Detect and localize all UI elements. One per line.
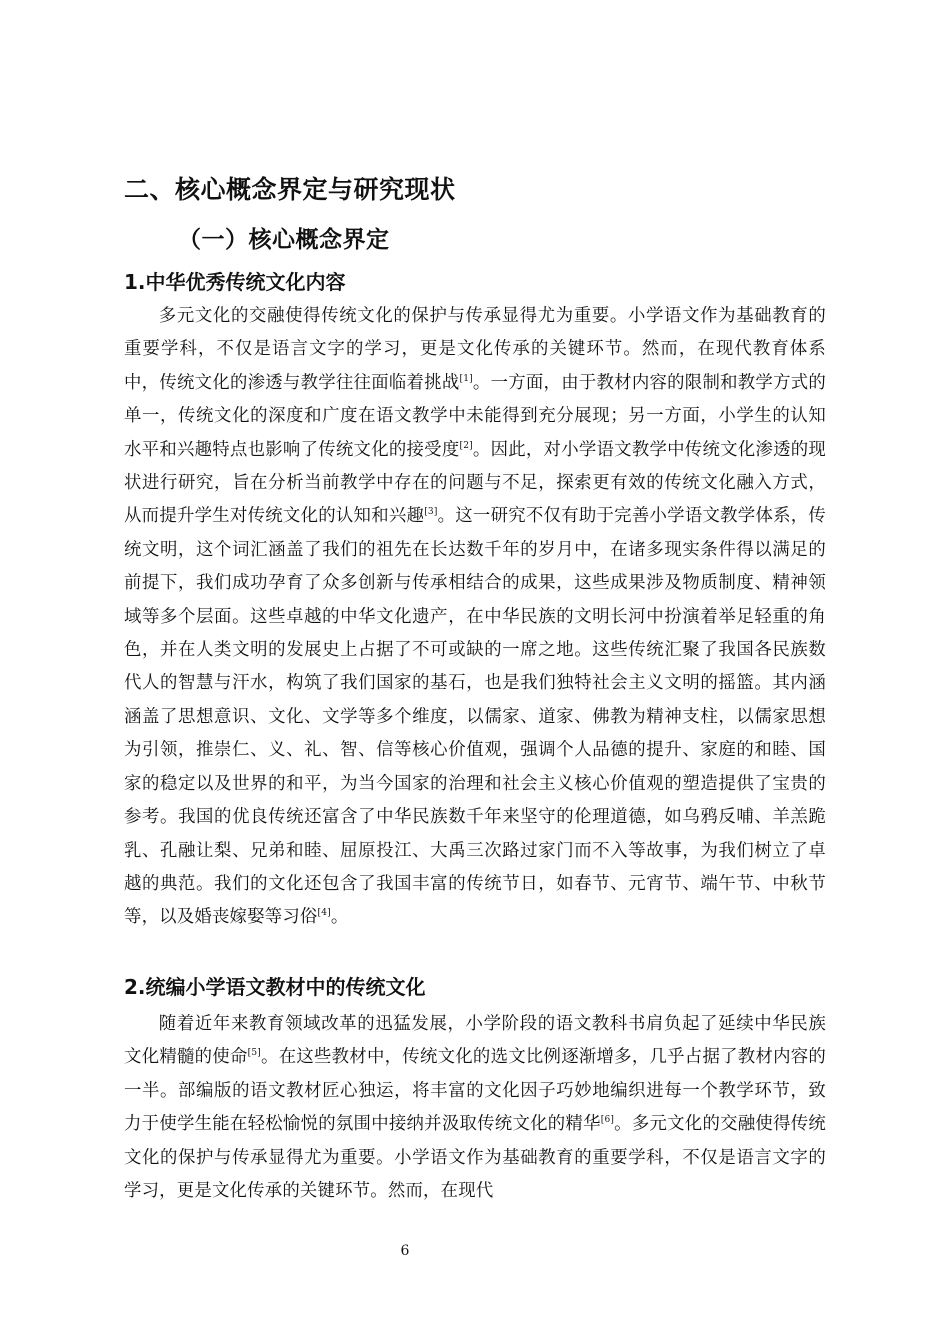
section-heading: 二、核心概念界定与研究现状 [124, 175, 456, 204]
subsection-heading: （一）核心概念界定 [178, 227, 390, 253]
body-paragraph-2 [124, 1008, 826, 1208]
paragraph-text: 。多元文化的交融使得传统文化的保护与传承显得尤为重要。小学语文作为基础教育的重要学科，不仅是语言文字的学习，更是文化传承的关键环节。然而，在现代 [124, 1114, 826, 1202]
citation-ref: [2] [459, 440, 473, 451]
citation-ref: [1] [459, 373, 473, 384]
citation-ref: [6] [600, 1115, 615, 1126]
paragraph-text: 。这一研究不仅有助于完善小学语文教学体系，传统文明，这个词汇涵盖了我们的祖先在长达数千年的岁月中，在诸多现实条件得以满足的前提下，我们成功孕育了众多创新与传承相结合的成果，这些成果涉及物质制度、精神领域等多个层面。这些卓越的中华文化遗产，在中华民族的文明长河中扮演着举足轻重的角色，并在人类文明的发展史上占据了不可或缺的一席之地。这些传统汇聚了我国各民族数代人的智慧与汗水，构筑了我们国家的基石，也是我们独特社会主义文明的摇篮。其内涵涵盖了思想意识、文化、文学等多个维度，以儒家、道家、佛教为精神支柱，以儒家思想为引领，推崇仁、义、礼、智、信等核心价值观，强调个人品德的提升、家庭的和睦、国家的稳定以及世界的和平，为当今国家的治理和社会主义核心价值观的塑造提供了宝贵的参考。我国的优良传统还富含了中华民族数千年来坚守的伦理道德，如乌鸦反哺、羊羔跪乳、孔融让梨、兄弟和睦、屈原投江、大禹三次路过家门而不入等故事，为我们树立了卓越的典范。我们的文化还包含了我国丰富的传统节日，如春节、元宵节、端午节、中秋节等，以及婚丧嫁娶等习俗 [124, 506, 827, 928]
item-heading-1: 1.中华优秀传统文化内容 [124, 270, 346, 294]
paragraph-text: 多元文化的交融使得传统文化的保护与传承显得尤为重要。小学语文作为基础教育的重要学科，不仅是语言文字的学习，更是文化传承的关键环节。然而，在现代教育体系中，传统文化的渗透与教学往往面临着挑战 [124, 306, 826, 393]
item-heading-2: 2.统编小学语文教材中的传统文化 [124, 975, 426, 999]
paragraph-text: 。一方面，由于教材内容的限制和教学方式的单一，传统文化的深度和广度在语文教学中未能得到充分展现；另一方面，小学生的认知水平和兴趣特点也影响了传统文化的接受度 [124, 372, 826, 460]
paragraph-text: 。因此，对小学语文教学中传统文化渗透的现状进行研究，旨在分析当前教学中存在的问题与不足，探索更有效的传统文化融入方式，从而提升学生对传统文化的认知和兴趣 [124, 439, 826, 527]
citation-ref: [3] [424, 507, 438, 518]
citation-ref: [4] [317, 908, 331, 919]
paragraph-text: 。在这些教材中，传统文化的选文比例逐渐增多，几乎占据了教材内容的一半。部编版的语文教材匠心独运，将丰富的文化因子巧妙地编织进每一个教学环节，致力于使学生能在轻松愉悦的氛围中接纳并汲取传统文化的精华 [124, 1047, 827, 1135]
paragraph-text: 随着近年来教育领域改革的迅猛发展，小学阶段的语文教科书肩负起了延续中华民族文化精髓的使命 [124, 1014, 826, 1068]
paragraph-text: 。 [330, 907, 349, 928]
page-number: 6 [400, 1243, 410, 1259]
citation-ref: [5] [247, 1048, 261, 1059]
body-paragraph-1 [124, 300, 826, 935]
